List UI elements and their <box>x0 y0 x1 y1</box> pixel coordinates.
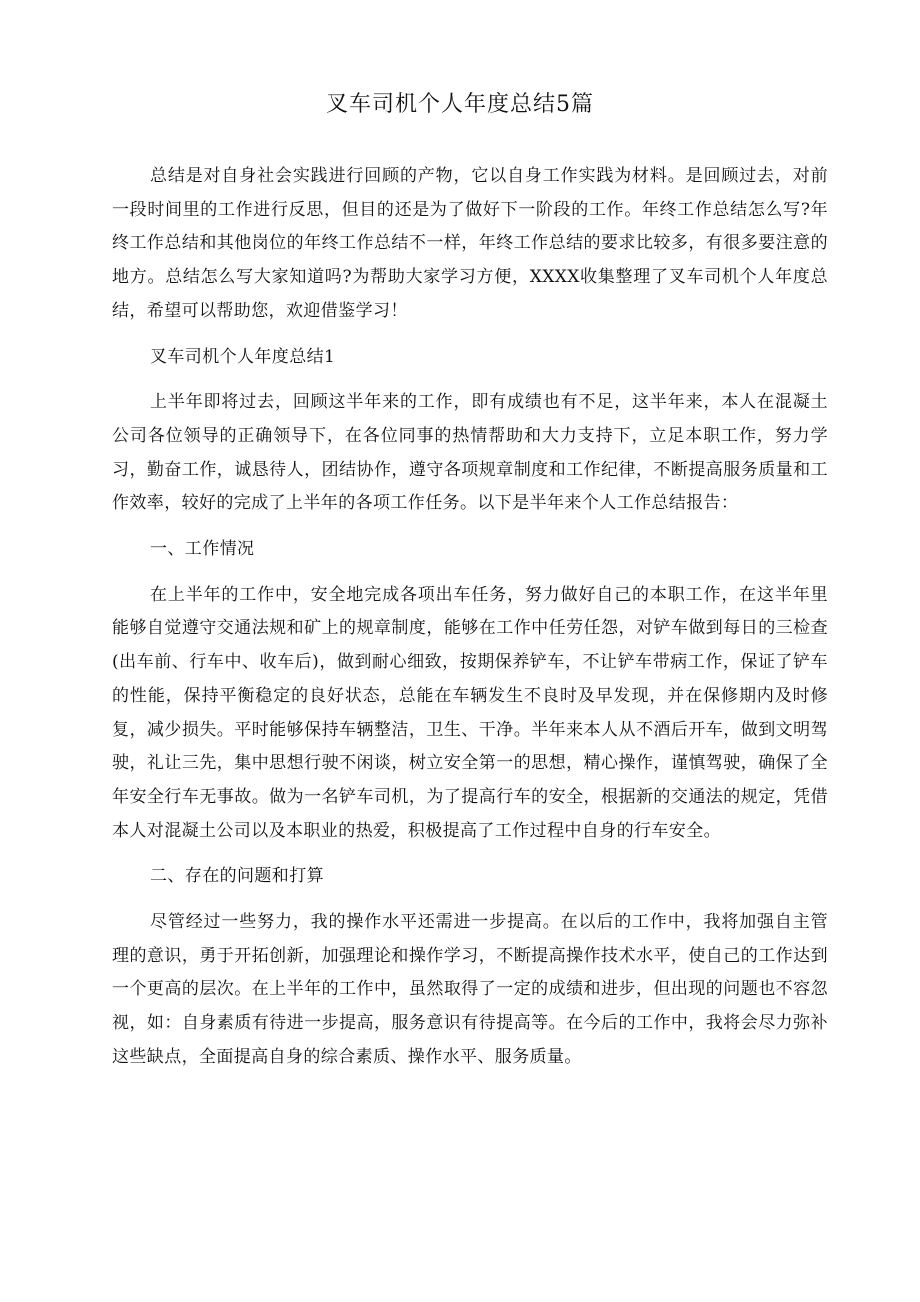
document-body <box>112 160 828 1087</box>
intro-paragraph: 总结是对自身社会实践进行回顾的产物，它以自身工作实践为材料。是回顾过去，对前一段时间里的工作进行反思，但目的还是为了做好下一阶段的工作。年终工作总结怎么写?年终工作总结和其他岗位的年终工作总结不一样，年终工作总结的要求比较多，有很多要注意的地方。总结怎么写大家知道吗?为帮助大家学习方便，XXXX收集整理了叉车司机个人年度总结，希望可以帮助您，欢迎借鉴学习！ <box>112 166 828 321</box>
paragraph-2: 在上半年的工作中，安全地完成各项出车任务，努力做好自己的本职工作，在这半年里能够自觉遵守交通法规和矿上的规章制度，能够在工作中任劳任怨，对铲车做到每日的三检查(出车前、行车中、收车后)，做到耐心细致，按期保养铲车，不让铲车带病工作，保证了铲车的性能，保持平衡稳定的良好状态，总能在车辆发生不良时及早发现，并在保修期内及时修复，减少损失。平时能够保持车辆整洁，卫生、干净。半年来本人从不酒后开车，做到文明驾驶，礼让三先，集中思想行驶不闲谈，树立安全第一的思想，精心操作，谨慎驾驶，确保了全年安全行车无事故。做为一名铲车司机，为了提高行车的安全，根据新的交通法的规定，凭借本人对混凝土公司以及本职业的热爱，积极提高了工作过程中自身的行车安全。 <box>112 584 828 841</box>
paragraph-1: 上半年即将过去，回顾这半年来的工作，即有成绩也有不足，这半年来，本人在混凝土公司各位领导的正确领导下，在各位同事的热情帮助和大力支持下，立足本职工作，努力学习，勤奋工作，诚恳待人，团结协作，遵守各项规章制度和工作纪律，不断提高服务质量和工作效率，较好的完成了上半年的各项工作任务。以下是半年来个人工作总结报告： <box>112 392 828 514</box>
paragraph-3: 尽管经过一些努力，我的操作水平还需进一步提高。在以后的工作中，我将加强自主管理的意识，勇于开拓创新，加强理论和操作学习，不断提高操作技术水平，使自己的工作达到一个更高的层次。在上半年的工作中，虽然取得了一定的成绩和进步，但出现的问题也不容忽视，如：自身素质有待进一步提高，服务意识有待提高等。在今后的工作中，我将会尽力弥补这些缺点，全面提高自身的综合素质、操作水平、服务质量。 <box>112 912 828 1067</box>
section-title: 叉车司机个人年度总结1 <box>150 346 336 367</box>
heading-work-status: 一、工作情况 <box>150 539 255 560</box>
document-title: 叉车司机个人年度总结5篇 <box>326 92 594 117</box>
heading-problems-plans: 二、存在的问题和打算 <box>150 866 324 887</box>
